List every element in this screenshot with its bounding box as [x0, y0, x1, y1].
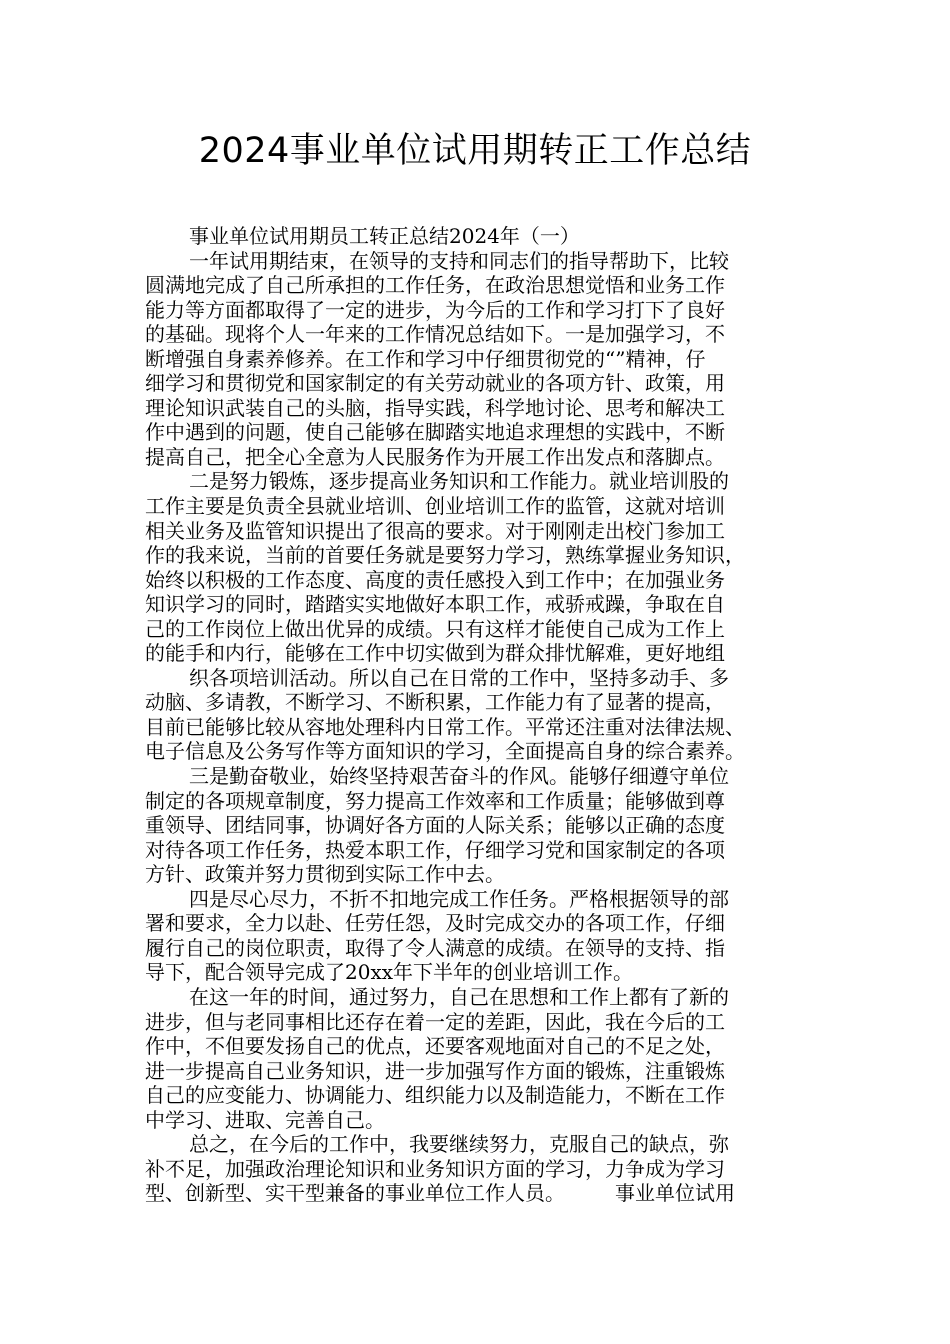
body-line: 工作主要是负责全县就业培训、创业培训工作的监管，这就对培训	[145, 494, 725, 519]
body-line: 进步，但与老同事相比还存在着一定的差距，因此，我在今后的工	[145, 1009, 725, 1034]
body-line: 进一步提高自己业务知识，进一步加强写作方面的锻炼，注重锻炼	[145, 1058, 725, 1083]
body-line: 电子信息及公务写作等方面知识的学习，全面提高自身的综合素养。	[145, 739, 745, 764]
body-line: 圆满地完成了自己所承担的工作任务，在政治思想觉悟和业务工作	[145, 273, 725, 298]
body-line: 目前已能够比较从容地处理科内日常工作。平常还注重对法律法规、	[145, 714, 745, 739]
body-line: 动脑、多请教，不断学习、不断积累，工作能力有了显著的提高，	[145, 690, 725, 715]
body-line: 事业单位试用期员工转正总结2024年（一）	[189, 224, 580, 248]
body-line: 知识学习的同时，踏踏实实地做好本职工作，戒骄戒躁，争取在自	[145, 592, 725, 617]
body-line: 型、创新型、实干型兼备的事业单位工作人员。 事业单位试用	[145, 1181, 735, 1206]
body-line: 三是勤奋敬业，始终坚持艰苦奋斗的作风。能够仔细遵守单位	[189, 764, 729, 789]
body-line: 相关业务及监管知识提出了很高的要求。对于刚刚走出校门参加工	[145, 518, 725, 543]
body-line: 的基础。现将个人一年来的工作情况总结如下。一是加强学习，不	[145, 322, 725, 347]
body-line: 中学习、进取、完善自己。	[145, 1107, 385, 1132]
body-line: 作中，不但要发扬自己的优点，还要客观地面对自己的不足之处，	[145, 1034, 725, 1059]
body-line: 织各项培训活动。所以自己在日常的工作中，坚持多动手、多	[189, 665, 729, 690]
body-line: 重领导、团结同事，协调好各方面的人际关系；能够以正确的态度	[145, 813, 725, 838]
body-line: 细学习和贯彻党和国家制定的有关劳动就业的各项方针、政策，用	[145, 371, 725, 396]
body-line: 四是尽心尽力，不折不扣地完成工作任务。严格根据领导的部	[189, 886, 729, 911]
body-line: 能力等方面都取得了一定的进步，为今后的工作和学习打下了良好	[145, 297, 725, 322]
body-line: 己的工作岗位上做出优异的成绩。只有这样才能使自己成为工作上	[145, 616, 725, 641]
body-line: 理论知识武装自己的头脑，指导实践，科学地讨论、思考和解决工	[145, 395, 725, 420]
body-line: 提高自己，把全心全意为人民服务作为开展工作出发点和落脚点。	[145, 444, 725, 469]
body-line: 制定的各项规章制度，努力提高工作效率和工作质量；能够做到尊	[145, 788, 725, 813]
body-line: 总之，在今后的工作中，我要继续努力，克服自己的缺点，弥	[189, 1132, 729, 1157]
body-line: 二是努力锻炼，逐步提高业务知识和工作能力。就业培训股的	[189, 469, 729, 494]
body-line: 一年试用期结束，在领导的支持和同志们的指导帮助下，比较	[189, 248, 729, 273]
body-line: 始终以积极的工作态度、高度的责任感投入到工作中；在加强业务	[145, 567, 725, 592]
document-body	[145, 224, 825, 1206]
body-line: 导下，配合领导完成了20xx年下半年的创业培训工作。	[145, 960, 634, 985]
document-title: 2024事业单位试用期转正工作总结	[198, 131, 752, 171]
body-line: 作中遇到的问题，使自己能够在脚踏实地追求理想的实践中，不断	[145, 420, 725, 445]
body-line: 补不足，加强政治理论知识和业务知识方面的学习，力争成为学习	[145, 1156, 725, 1181]
body-line: 自己的应变能力、协调能力、组织能力以及制造能力，不断在工作	[145, 1083, 725, 1108]
body-line: 对待各项工作任务，热爱本职工作，仔细学习党和国家制定的各项	[145, 837, 725, 862]
body-line: 署和要求，全力以赴、任劳任怨，及时完成交办的各项工作，仔细	[145, 911, 725, 936]
body-line: 断增强自身素养修养。在工作和学习中仔细贯彻党的“”精神，仔	[145, 346, 706, 371]
body-line: 在这一年的时间，通过努力，自己在思想和工作上都有了新的	[189, 984, 729, 1009]
body-line: 履行自己的岗位职责，取得了令人满意的成绩。在领导的支持、指	[145, 935, 725, 960]
body-line: 方针、政策并努力贯彻到实际工作中去。	[145, 862, 505, 887]
body-line: 作的我来说，当前的首要任务就是要努力学习，熟练掌握业务知识，	[145, 543, 745, 568]
body-line: 的能手和内行，能够在工作中切实做到为群众排忧解难，更好地组	[145, 641, 725, 666]
